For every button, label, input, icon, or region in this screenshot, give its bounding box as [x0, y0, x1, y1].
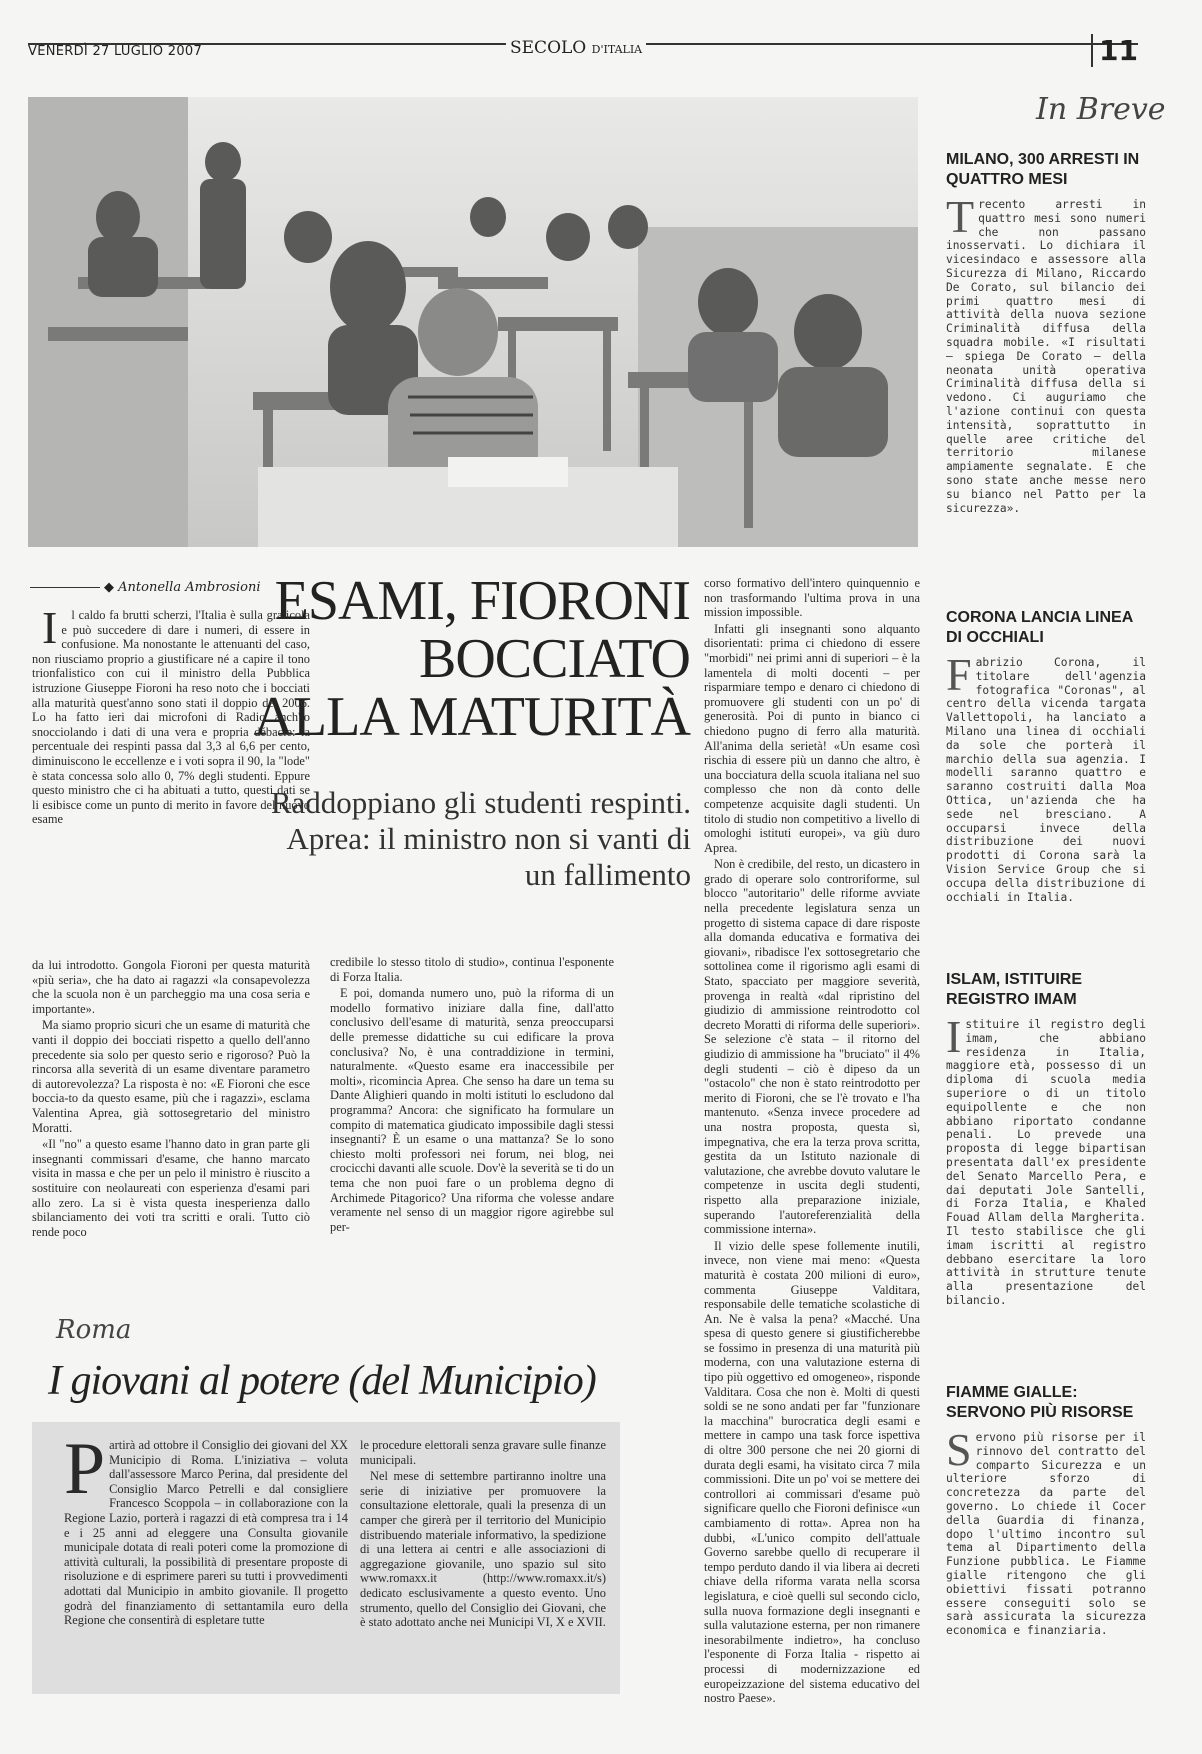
article-paragraph: corso formativo dell'intero quinquennio e non trasformando l'ultima prova in una mission impossible.	[704, 576, 920, 620]
brief-title: FIAMME GIALLE: SERVONO PIÙ RISORSE	[946, 1384, 1134, 1421]
byline: ◆ Antonella Ambrosioni	[30, 580, 260, 595]
brief-item	[946, 970, 1146, 1308]
masthead	[28, 34, 1138, 72]
article-paragraph: Il vizio delle spese follemente inutili, invece, non viene mai meno: «Questa maturità è costata 200 milioni di euro», commenta Giuseppe Valditara, responsabile delle tematiche scolastiche di An. Ne è valsa la pena? «Macché. Una spesa di questo genere si giustificherebbe se fossimo in presenza di una maturità più moderna, con una valutazione esterna di tipo più oggettivo ed omogeneo», risponde Valditara. Cosa che non è. Molti di questi soldi se ne sono andati per far "funzionare la macchina" burocratica degli esami e mettere in campo una task force ispettiva di oltre 300 persone che nei 20 giorni di durata degli esami, ha visitato circa 7 mila commissioni. Dite un po' voi se mettere dei controllori ai commissari d'esame può significare quello che Fioroni definisce «un cambiamento di rotta». Aprea non ha dubbi, «L'unico compito dell'attuale Governo sarebbe quello di recuperare il tempo perduto dando il via libera ai decreti chiave della riforma varata nella scorsa legislatura, e cioè quelli sul secondo ciclo, sulla nuova formazione degli insegnanti e sulla valutazione esterna, per non rimanere inesorabilmente indietro», ha concluso l'esponente di Forza Italia - rispetto ai processi di modernizzazione ed europeizzazione del sistema educativo del nostro Paese».	[704, 1238, 920, 1706]
article-column-3	[704, 576, 920, 1708]
article-paragraph: «Il "no" a questo esame l'hanno dato in gran parte gli insegnanti commissari d'esame, che hanno marcato visita in massa e che per un pelo il ministro è riuscito a sostituire con neolaureati con esperienza d'esami pari allo zero. La si è vista questa inesperienza dallo sbilanciamento dei voti tra scritti e orali. Tutto ciò rende poco	[32, 1137, 310, 1239]
brief-body: Trecento arresti in quattro mesi sono numeri che non passano inosservati. Lo dichiara il vicesindaco e assessore alla Sicurezza di Milano, Riccardo De Corato, sul bilancio dei primi quattro mesi di attività della nuova sezione Criminalità diffusa della squadra mobile. «I risultati – spiega De Corato – della neonata unità operativa Criminalità diffusa della si vedono. Ci auguriamo che l'azione continui con questa intensità, soprattutto in quelle aree critiche del territorio milanese ampiamente segnalate. E che sono state anche messe nero su bianco nel Patto per la sicurezza».	[946, 191, 1146, 515]
byline-author: Antonella Ambrosioni	[118, 580, 261, 595]
article-column-2	[330, 955, 614, 1236]
article-paragraph: Infatti gli insegnanti sono alquanto disorientati: prima ci chiedono di essere "morbidi" nei primi anni di superiori – è la lamentela di molti docenti – per risparmiare tempo e denaro ci chiedono di promuovere gli studenti con un po' di generosità. Poi di punto in bianco ci chiedono pugno di ferro alla maturità. All'anima della serietà! «Un esame così rischia di essere più un danno che altro, è una bocciatura della scuola italiana nel suo complesso che non dà conto delle competenze acquisite dagli studenti. Un titolo di studio non competitivo a livello di omologhi istituti europei», va giù duro Aprea.	[704, 621, 920, 855]
brief-body: Servono più risorse per il rinnovo del contratto del comparto Sicurezza e un ulteriore sforzo di concretezza da parte del governo. Lo chiede il Cocer della Guardia di finanza, dopo l'ultimo incontro sul tema al Dipartimento della Funzione pubblica. Le Fiamme gialle ritengono che gli obiettivi fissati potranno essere conseguiti solo se sarà assicurata la sicurezza economica e finanziaria.	[946, 1424, 1146, 1638]
headline-line: ALLA MATURITÀ	[253, 686, 690, 748]
brief-body: Fabrizio Corona, il titolare dell'agenzia fotografica "Coronas", al centro della vicenda targata Vallettopoli, ha lanciato a Milano una linea di occhiali da sole che porterà il marchio della sua agenzia. I modelli saranno quattro e saranno costruiti dalla Moa Ottica, un'azienda che ha sede nel bresciano. A occuparsi invece della distribuzione dei nuovi prodotti di Corona sarà la Vision Service Group che si occupa della distribuzione di occhiali in Italia.	[946, 649, 1146, 904]
brief-body: Istituire il registro degli imam, che abbiano residenza in Italia, maggiore età, possesso di un diploma di scuola media superiore o di un titolo equipollente e che non abbiano riportato condanne penali. Lo prevede una proposta di legge bipartisan presentata dall'ex presidente del Senato Marcello Pera, e dai deputati Jole Santelli, di Forza Italia, e Khaled Fouad Allam della Margherita. Il testo stabilisce che gli imam iscritti al registro debbano esercitare la loro attività in strutture tenute alla presentazione del bilancio.	[946, 1011, 1146, 1307]
brief-item	[946, 1383, 1146, 1638]
roma-paragraph: Partirà ad ottobre il Consiglio dei giovani del XX Municipio di Roma. L'iniziativa – voluta dall'assessore Marco Perina, dal presidente del Consiglio Marco Petrelli e dal consigliere Francesco Scoppola – in collaborazione con la Regione Lazio, porterà i ragazzi di età compresa tra i 14 e i 25 anni ad eleggere una Consulta giovanile municipale dotata di reali poteri come la promozione di attività culturali, la possibilità di presentare proposte di risoluzione e di esprimere pareri su tutti i provvedimenti adottati dal Municipio in ambito giovanile. Il progetto godrà del finanziamento di settantamila euro della Regione che consentirà di espletare tutte	[64, 1428, 348, 1628]
roma-column-2	[360, 1438, 606, 1632]
article-column-1-continued	[32, 958, 310, 1241]
roma-kicker: Roma	[56, 1315, 132, 1345]
brief-title: ISLAM, ISTITUIRE REGISTRO IMAM	[946, 971, 1082, 1008]
brief-title: MILANO, 300 ARRESTI IN QUATTRO MESI	[946, 151, 1140, 188]
roma-column-1	[64, 1428, 348, 1630]
headline-line: ESAMI, FIORONI	[274, 570, 690, 632]
headline-line: BOCCIATO	[418, 628, 690, 690]
roma-paragraph: le procedure elettorali senza gravare sulle finanze municipali.	[360, 1438, 606, 1467]
paper-name	[506, 38, 646, 58]
article-paragraph: Il caldo fa brutti scherzi, l'Italia è sulla graticola e può succedere di dare i numeri, di essere in confusione. Ma nonostante le attenuanti del caso, non riusciamo proprio a giustificare né a capire il tono trionfalistico con cui il ministro della Pubblica istruzione Giuseppe Fioroni ha reso noto che i bocciati alla maturità quest'anno sono stati il doppio del 2006. Lo ha fatto ieri dai microfoni di Radio anch'io snocciolando i dati di una vera e propria débacle: la percentuale dei respinti passa dal 3,3 al 6,6 per cento, diminuiscono le eccellenze e i voti sopra il 90, la "lode" è stata concessa solo allo 0, 7% degli studenti. Eppure questo ministro che ci ha abituati a tutto, questi dati se li esibisce come un punto di merito in favore del nuovo esame	[32, 602, 310, 827]
paper-name-suffix: D'ITALIA	[591, 43, 643, 56]
classroom-exam-photo	[28, 97, 918, 547]
article-paragraph: Non è credibile, del resto, un dicastero in grado di operare solo controriforme, sul blocco "autoritario" delle riforme avviate nella precedente legislatura senza un progetto di sistema capace di dare risposte alla domanda educativa e formativa dei giovani», ribadisce l'ex sottosegretario che sottolinea come il rigorismo agli esami di Stato, spacciato per maggiore severità, provenga in realtà «dal ripristino del giudizio di ammissione reintrodotto col decreto Moratti di riforma delle superiori». Se selezione c'è stata – il ritorno del giudizio di ammissione ha "bruciato" il 4% degli studenti – ciò è dipeso da un "ostacolo" che non è stato reintrodotto per merito di Fioroni, che se l'è trovato e l'ha mantenuto. «Senza invece procedere ad una nostra proposta, questa sì, impegnativa, che era la terza prova scritta, gestita da un Istituto nazionale di valutazione, che avrebbe dovuto valutare le competenze in uscita degli studenti, rispetto alla preparazione iniziale, superando l'autoreferenzialità della commissione interna».	[704, 857, 920, 1237]
brief-item	[946, 150, 1146, 515]
article-paragraph: credibile lo stesso titolo di studio», continua l'esponente di Forza Italia.	[330, 955, 614, 984]
roma-headline: I giovani al potere (del Municipio)	[48, 1358, 596, 1404]
article-headline	[248, 572, 690, 746]
article-subheadline: Raddoppiano gli studenti respinti. Aprea: il ministro non si vanti di un fallimento	[270, 785, 691, 892]
issue-date: VENERDÌ 27 LUGLIO 2007	[28, 44, 203, 59]
paper-name-main: SECOLO	[510, 38, 587, 58]
article-paragraph: E poi, domanda numero uno, può la riforma di un modello formativo iniziare dalla fine, dall'atto conclusivo dell'esame di maturità, senza preoccuparsi delle premesse didattiche su cui edificare la prova conclusiva? No, è una contraddizione in termini, naturalmente. «Questo esame era inaccessibile per molti», ricomincia Aprea. Che senso ha dare un tema su Dante Alighieri quando in molti istituti lo escludono dal programma? Ancora: che significato ha formulare un compito di matematica giudicato impossibile dagli stessi insegnanti? È un esame o una mattanza? Se lo sono chiesto molti professori nei forum, nei blog, nei crocicchi davanti alle scuole. Dov'è la severità se ti do un tema che non puoi fare o un problema degno di Archimede Pitagorico? Una riforma che volesse andare veramente nel senso di un maggior rigore agirebbe sul per-	[330, 986, 615, 1234]
article-paragraph: da lui introdotto. Gongola Fioroni per questa maturità «più seria», che ha dato ai ragazzi «la consapevolezza che la scuola non è un parcheggio ma una cosa seria e importante».	[32, 958, 310, 1016]
brief-item	[946, 608, 1146, 904]
in-breve-logo: In Breve	[1036, 92, 1166, 127]
roma-paragraph: Nel mese di settembre partiranno inoltre una serie di iniziative per promuovere la consultazione elettorale, quali la presenza di un camper che girerà per il territorio del Municipio distribuendo materiale informativo, la spedizione di una lettera ai centri e alle associazioni di aggregazione giovanile, uno spazio sul sito www.romaxx.it (http://www.romaxx.it/s) dedicato esclusivamente a questo evento. Uno strumento, quello del Consiglio dei Giovani, che è stato adottato anche nei Municipi VI, X e XVII.	[360, 1469, 606, 1630]
brief-title: CORONA LANCIA LINEA DI OCCHIALI	[946, 609, 1133, 646]
byline-rule	[30, 587, 100, 588]
article-paragraph: Ma siamo proprio sicuri che un esame di maturità che vanti il doppio dei bocciati rispetto a quello dell'anno precedente sia solo per questo serio e rigoroso? Può la rincorsa alla severità di un esame diventare parametro di autorevolezza? La risposta è no: «E Fioroni che esce boccia-to da questo esame, più che i ragazzi», esclama Valentina Aprea, già sottosegretario del ministro Moratti.	[32, 1018, 310, 1135]
page-number: 11	[1091, 34, 1138, 67]
article-column-1	[32, 602, 310, 829]
